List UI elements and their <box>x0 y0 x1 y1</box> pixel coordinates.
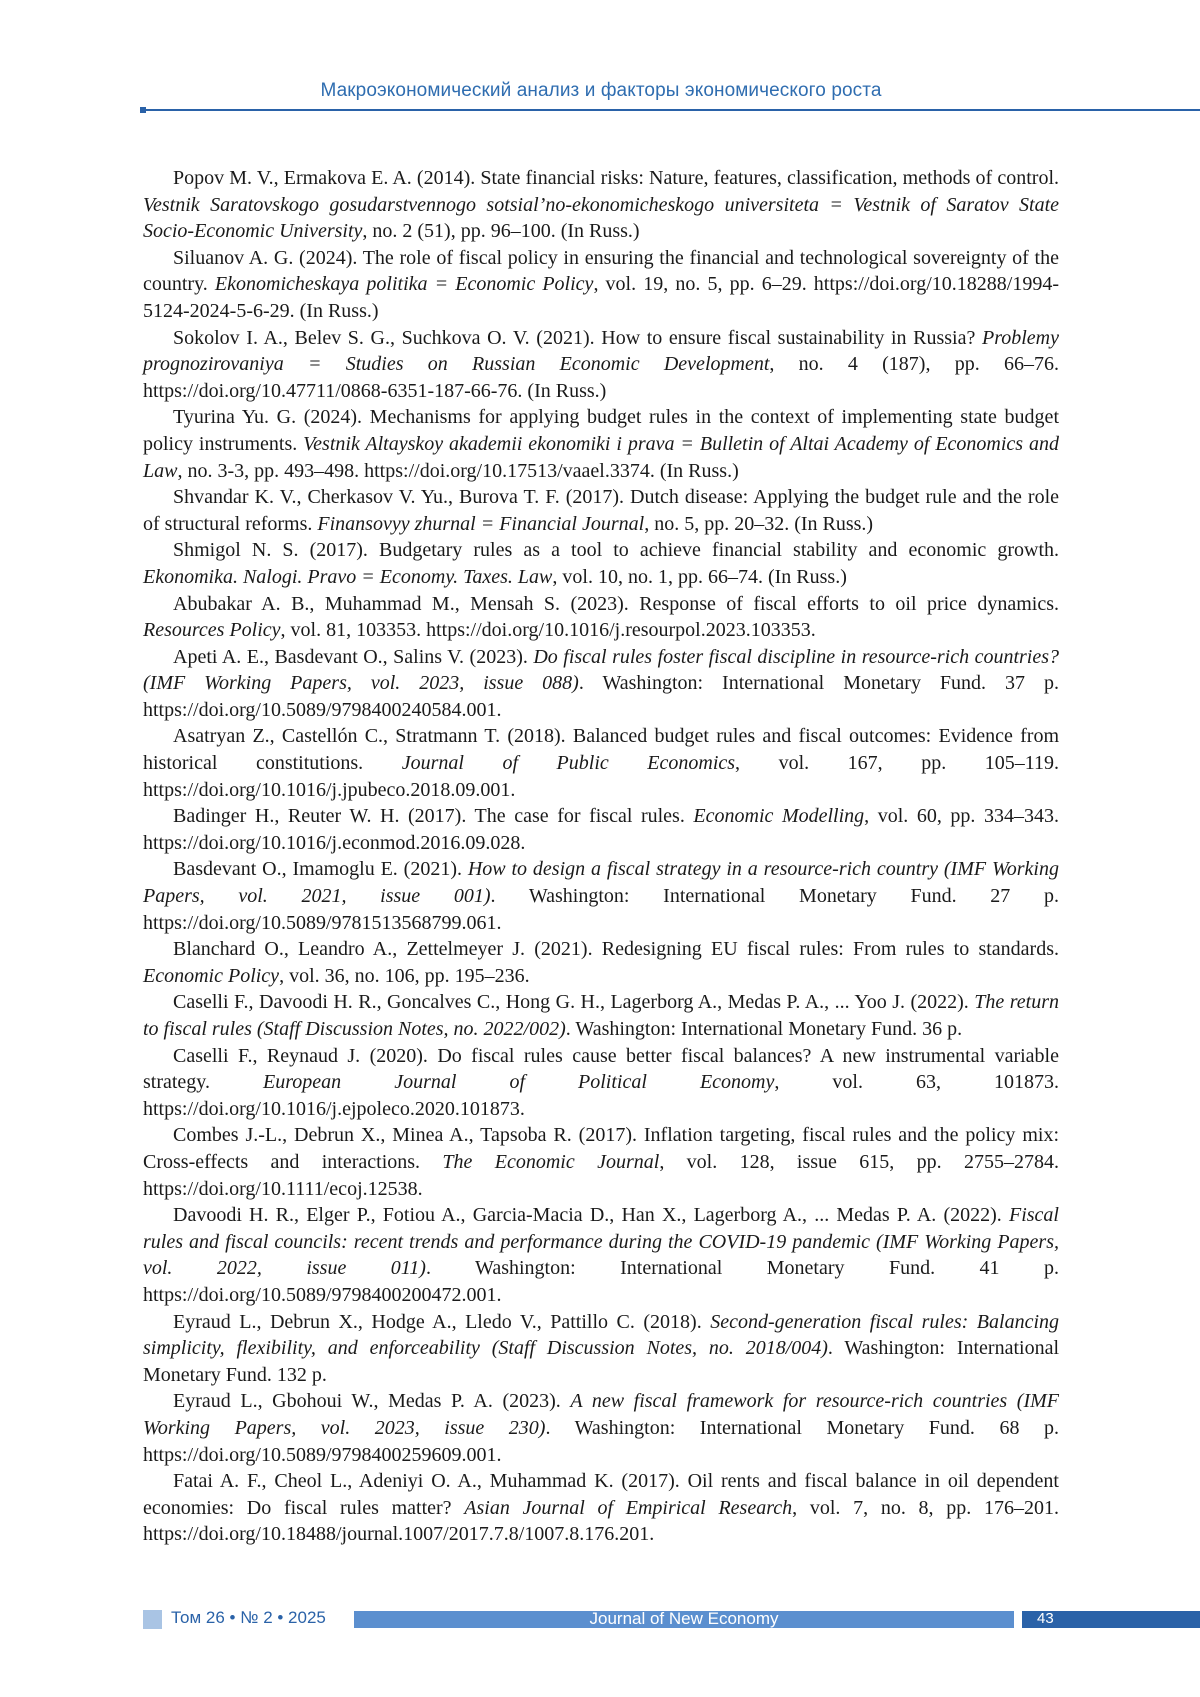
reference-text: , vol. 60, pp. 334–343. https://doi.org/10.1016/j.econmod.2016.09.028. <box>143 805 1059 854</box>
reference-source-title: European Journal of Political Economy <box>263 1071 775 1094</box>
reference-text: . Washington: International Monetary Fund. 36 p. <box>565 1018 963 1040</box>
reference-text: Shvandar K. V., Cherkasov V. Yu., Burova T. F. (2017). Dutch disease: Applying the budget rule and the role of structural reforms. <box>143 486 1059 535</box>
reference-text: , vol. 63, 101873. https://doi.org/10.1016/j.ejpoleco.2020.101873. <box>143 1071 1059 1120</box>
header-rule <box>143 109 1200 111</box>
footer-page-box <box>1022 1611 1200 1628</box>
reference-entry <box>143 537 1059 590</box>
reference-text: Badinger H., Reuter W. H. (2017). The case for fiscal rules. <box>173 805 694 828</box>
reference-text: Siluanov A. G. (2024). The role of fiscal policy in ensuring the financial and technological sovereignty of the country. <box>143 246 1059 296</box>
reference-source-title: Journal of Public Economics <box>401 752 736 775</box>
reference-text: Sokolov I. A., Belev S. G., Suchkova O. V. (2021). How to ensure fiscal sustainability in Russia? <box>173 326 982 349</box>
reference-text: , no. 2 (51), pp. 96–100. (In Russ.) <box>362 220 640 243</box>
reference-entry <box>143 245 1059 325</box>
reference-source-title: Resources Policy <box>143 619 281 642</box>
reference-entry <box>143 165 1059 245</box>
reference-entry <box>143 1202 1059 1308</box>
reference-text: Blanchard O., Leandro A., Zettelmeyer J. (2021). Redesigning EU fiscal rules: From rules to standards. <box>173 938 1059 961</box>
reference-text: Fatai A. F., Cheol L., Adeniyi O. A., Muhammad K. (2017). Oil rents and fiscal balance in oil dependent economies: Do fiscal rules matter? <box>143 1470 1059 1519</box>
footer-journal-name: Journal of New Economy <box>589 1609 779 1628</box>
reference-text: Apeti A. E., Basdevant O., Salins V. (2023). <box>173 645 534 668</box>
reference-text: Davoodi H. R., Elger P., Fotiou A., Garcia-Macia D., Han X., Lagerborg A., ... Medas P. A. (2022). <box>173 1204 1009 1227</box>
reference-text: , vol. 81, 103353. https://doi.org/10.1016/j.resourpol.2023.103353. <box>280 619 816 642</box>
reference-source-title: Ekonomika. Nalogi. Pravo = Economy. Taxes. Law <box>143 565 553 588</box>
reference-source-title: Problemy prognozirovaniya = Studies on Russian Economic Development <box>143 326 1059 376</box>
reference-entry <box>143 591 1059 644</box>
reference-text: Caselli F., Davoodi H. R., Goncalves C., Hong G. H., Lagerborg A., Medas P. A., ... Yoo J. (2022). <box>173 991 975 1014</box>
reference-source-title: Vestnik Altayskoy akademii ekonomiki i prava = Bulletin of Altai Academy of Economics and Law <box>143 432 1060 482</box>
reference-source-title: Economic Modelling <box>693 805 865 828</box>
reference-text: . Washington: International Monetary Fund. 37 p. https://doi.org/10.5089/9798400240584.001. <box>143 672 1059 721</box>
reference-entry <box>143 936 1059 989</box>
reference-source-title: How to design a fiscal strategy in a resource-rich country (IMF Working Papers, vol. 2021, issue 001) <box>143 858 1059 908</box>
page-number: 43 <box>1037 1610 1054 1627</box>
reference-source-title: Do fiscal rules foster fiscal discipline in resource-rich countries? (IMF Working Papers, vol. 2023, issue 088) <box>143 645 1059 695</box>
reference-source-title: Vestnik Saratovskogo gosudarstvennogo sotsial’no-ekonomicheskogo universiteta = Vestnik of Saratov State Socio-Economic University <box>143 193 1059 243</box>
reference-text: Asatryan Z., Castellón C., Stratmann T. (2018). Balanced budget rules and fiscal outcomes: Evidence from historical constitutions. <box>143 725 1059 775</box>
reference-entry <box>143 404 1059 484</box>
reference-entry <box>143 989 1059 1042</box>
reference-entry <box>143 1468 1059 1548</box>
reference-entry <box>143 1309 1059 1389</box>
header-rule-marker <box>140 107 146 113</box>
reference-text: . Washington: International Monetary Fund. 27 p. https://doi.org/10.5089/9781513568799.061. <box>143 885 1059 934</box>
reference-source-title: Second-generation fiscal rules: Balancing simplicity, flexibility, and enforceability (Staff Discussion Notes, no. 2018/004) <box>143 1310 1059 1360</box>
reference-text: Caselli F., Reynaud J. (2020). Do fiscal rules cause better fiscal balances? A new instrumental variable strategy. <box>143 1044 1059 1094</box>
reference-text: , vol. 10, no. 1, pp. 66–74. (In Russ.) <box>552 565 847 588</box>
reference-source-title: Economic Policy <box>143 964 280 987</box>
reference-text: , no. 5, pp. 20–32. (In Russ.) <box>644 512 874 535</box>
reference-entry <box>143 325 1059 405</box>
reference-entry <box>143 1388 1059 1468</box>
reference-entry <box>143 723 1059 803</box>
reference-text: . Washington: International Monetary Fund. 41 p. https://doi.org/10.5089/9798400200472.001. <box>143 1257 1059 1306</box>
reference-text: Eyraud L., Gbohoui W., Medas P. A. (2023). <box>173 1390 571 1413</box>
reference-source-title: A new fiscal framework for resource-rich countries (IMF Working Papers, vol. 2023, issue 230) <box>143 1390 1060 1439</box>
reference-text: Abubakar A. B., Muhammad M., Mensah S. (2023). Response of fiscal efforts to oil price dynamics. <box>173 592 1059 615</box>
reference-source-title: Asian Journal of Empirical Research <box>464 1496 793 1519</box>
reference-entry <box>143 856 1059 936</box>
reference-text: Popov M. V., Ermakova E. A. (2014). State financial risks: Nature, features, classification, methods of control. <box>173 167 1059 189</box>
reference-entry <box>143 1122 1059 1202</box>
reference-text: , vol. 7, no. 8, pp. 176–201. https://doi.org/10.18488/journal.1007/2017.7.8/1007.8.176.201. <box>143 1496 1059 1546</box>
footer-issue-info: Том 26 • № 2 • 2025 <box>171 1608 326 1627</box>
reference-text: , vol. 167, pp. 105–119. https://doi.org/10.1016/j.jpubeco.2018.09.001. <box>143 752 1059 801</box>
reference-text: . Washington: International Monetary Fund. 132 p. <box>143 1337 1059 1386</box>
running-title: Макроэкономический анализ и факторы экономического роста <box>320 80 882 101</box>
reference-text: . Washington: International Monetary Fund. 68 p. https://doi.org/10.5089/9798400259609.001. <box>143 1416 1059 1466</box>
reference-source-title: Ekonomicheskaya politika = Economic Policy <box>214 273 594 296</box>
reference-text: , no. 4 (187), pp. 66–76. https://doi.org/10.47711/0868-6351-187-66-76. (In Russ.) <box>143 353 1059 402</box>
reference-entry <box>143 644 1059 724</box>
reference-entry <box>143 484 1059 537</box>
reference-source-title: The Economic Journal <box>442 1150 660 1173</box>
reference-text: Tyurina Yu. G. (2024). Mechanisms for applying budget rules in the context of implementing state budget policy instruments. <box>143 406 1059 455</box>
reference-text: , no. 3-3, pp. 493–498. https://doi.org/10.17513/vaael.3374. (In Russ.) <box>177 459 739 482</box>
reference-text: , vol. 19, no. 5, pp. 6–29. https://doi.org/10.18288/1994-5124-2024-5-6-29. (In Russ.) <box>143 273 1060 322</box>
reference-source-title: The return to fiscal rules (Staff Discussion Notes, no. 2022/002) <box>143 991 1060 1040</box>
reference-text: Combes J.-L., Debrun X., Minea A., Tapsoba R. (2017). Inflation targeting, fiscal rules and the policy mix: Cross-effects and interactions. <box>143 1124 1059 1173</box>
reference-source-title: Fiscal rules and fiscal councils: recent trends and performance during the COVID-19 pandemic (IMF Working Papers, vol. 2022, issue 011) <box>143 1204 1059 1280</box>
reference-list <box>143 165 1059 1548</box>
footer-square-marker <box>143 1610 162 1629</box>
reference-entry <box>143 803 1059 856</box>
reference-text: Basdevant O., Imamoglu E. (2021). <box>173 858 468 881</box>
reference-text: Eyraud L., Debrun X., Hodge A., Lledo V., Pattillo C. (2018). <box>173 1310 711 1333</box>
reference-text: Shmigol N. S. (2017). Budgetary rules as a tool to achieve financial stability and economic growth. <box>173 539 1059 562</box>
reference-text: , vol. 36, no. 106, pp. 195–236. <box>279 964 530 987</box>
reference-source-title: Finansovyy zhurnal = Financial Journal <box>317 512 645 535</box>
reference-entry <box>143 1043 1059 1123</box>
reference-text: , vol. 128, issue 615, pp. 2755–2784. https://doi.org/10.1111/ecoj.12538. <box>143 1150 1059 1200</box>
